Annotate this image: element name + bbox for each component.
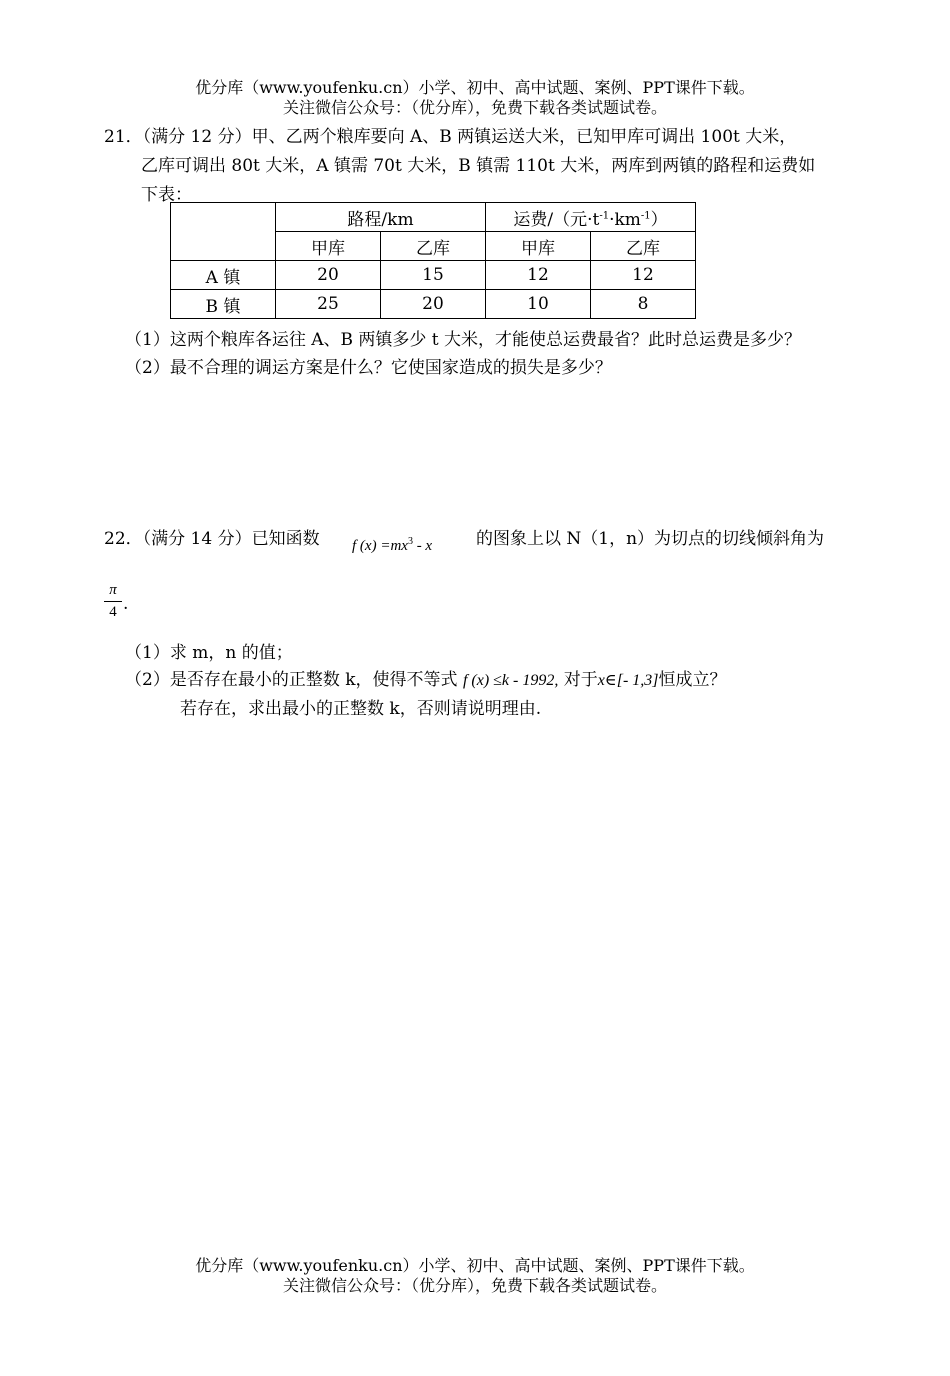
subheader-cell: 甲库 [486, 232, 591, 261]
fraction-bar [104, 601, 122, 602]
q21-line-2: 乙库可调出 80t 大米，A 镇需 70t 大米，B 镇需 110t 大米，两库到两镇的路程和运费如 [141, 156, 816, 176]
table-row [171, 290, 696, 319]
table-cell: 20 [381, 290, 486, 319]
q21-line-1 [104, 122, 796, 147]
table-corner-cell [171, 203, 276, 261]
q21-line-3: 下表： [141, 185, 192, 205]
table-header-row [171, 203, 696, 232]
row-label: B 镇 [171, 290, 276, 319]
table-cell: 12 [591, 261, 696, 290]
table-row [171, 261, 696, 290]
table-cell: 20 [276, 261, 381, 290]
fraction-period: . [123, 594, 129, 614]
table-cell: 15 [381, 261, 486, 290]
q22-inequality: f (x) ≤k - 1992, [462, 672, 559, 689]
row-label: A 镇 [171, 261, 276, 290]
table-cell: 12 [486, 261, 591, 290]
header-line-2: 关注微信公众号：（优分库），免费下载各类试题试卷。 [282, 98, 667, 117]
table-cell: 8 [591, 290, 696, 319]
distance-group-header: 路程/km [276, 203, 486, 232]
table-cell: 10 [486, 290, 591, 319]
subheader-cell: 乙库 [591, 232, 696, 261]
q22-number: 22． [104, 529, 143, 549]
footer-line-1: 优分库（www.youfenku.cn）小学、初中、高中试题、案例、PPT课件下载。 [195, 1256, 755, 1275]
header-line-1: 优分库（www.youfenku.cn）小学、初中、高中试题、案例、PPT课件下载。 [195, 78, 755, 97]
q22-part-1: （1）求 m，n 的值； [125, 643, 293, 663]
q22-interval: x∈[- 1,3] [597, 672, 659, 689]
table-cell: 25 [276, 290, 381, 319]
subheader-cell: 甲库 [276, 232, 381, 261]
q22-function-formula: f $(x) =mx^3 - x$ [352, 536, 433, 554]
footer-line-2: 关注微信公众号：（优分库），免费下载各类试题试卷。 [282, 1276, 667, 1295]
q22-line-1 [104, 524, 320, 549]
pi-over-4-fraction [104, 582, 122, 621]
q21-part-2: （2）最不合理的调运方案是什么？它使国家造成的损失是多少？ [125, 358, 612, 378]
q21-part-1: （1）这两个粮库各运往 A、B 两镇多少 t 大米，才能使总运费最省？此时总运费是多少？ [125, 330, 802, 350]
cost-group-header: 运费/（元$\cdot t^{-1}\cdot km^{-1}$） [486, 203, 696, 232]
fraction-denominator: 4 [109, 604, 117, 620]
q21-number: 21． [104, 127, 143, 147]
subheader-cell: 乙库 [381, 232, 486, 261]
fraction-numerator: π [109, 582, 117, 598]
q21-text-1: （满分 12 分）甲、乙两个粮库要向 A、B 两镇运送大米，已知甲库可调出 100t 大米， [142, 127, 797, 147]
q22-intro: （满分 14 分）已知函数 [142, 529, 320, 549]
q22-intro-end: 的图象上以 N（1，n）为切点的切线倾斜角为 [476, 529, 825, 549]
q22-part-2-line-2: 若存在，求出最小的正整数 k，否则请说明理由. [180, 699, 542, 719]
cost-table [170, 202, 696, 319]
q22-part-2: （2）是否存在最小的正整数 k，使得不等式 f (x) ≤k - 1992, 对于x∈[- 1,3]恒成立？ [125, 670, 727, 690]
